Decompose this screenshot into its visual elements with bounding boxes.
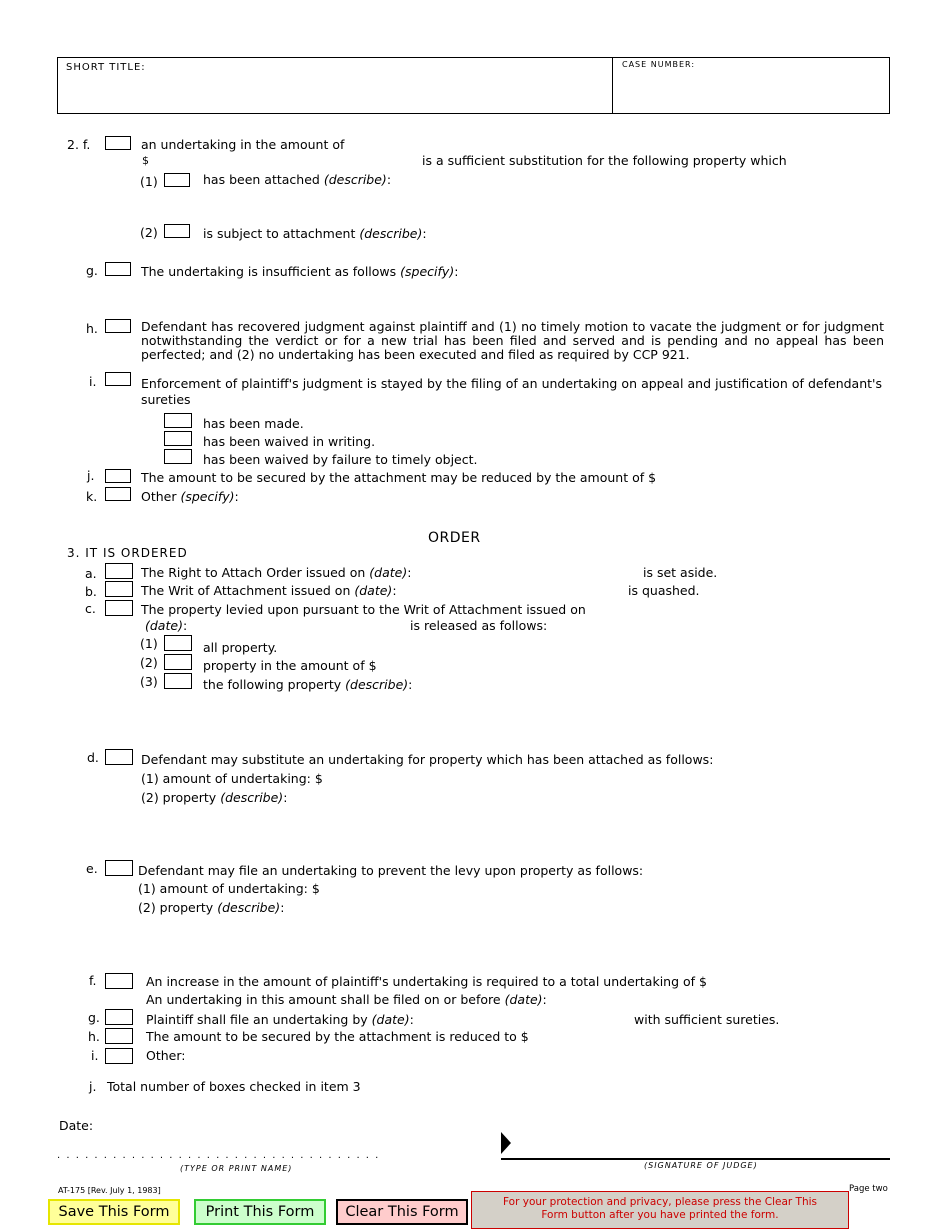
short-title-input[interactable] [62, 80, 611, 110]
signature-arrow-icon [501, 1132, 513, 1154]
item-2k-hint: (specify) [180, 489, 235, 504]
item-3d-letter: d. [87, 750, 99, 765]
signature-line [501, 1158, 890, 1160]
item-3b-checkbox[interactable] [105, 581, 133, 597]
item-2i-opt2-checkbox[interactable] [164, 431, 192, 446]
item-3b-end: is quashed. [628, 583, 700, 598]
item-3d1-text: (1) amount of undertaking: $ [141, 771, 323, 786]
item-2g-hint: (specify) [400, 264, 455, 279]
item-2f1-label: has been attached [203, 172, 320, 187]
item-2f1-number: (1) [140, 174, 158, 189]
date-label: Date: [59, 1118, 94, 1133]
item-2i-opt3-text: has been waived by failure to timely object. [203, 452, 478, 467]
item-3e-letter: e. [86, 861, 98, 876]
item-3c2-checkbox[interactable] [164, 654, 192, 670]
item-3f-letter: f. [89, 973, 97, 988]
item-3b-hint: (date) [354, 583, 393, 598]
item-2f2-number: (2) [140, 225, 158, 240]
item-3g-label: Plaintiff shall file an undertaking by [146, 1012, 368, 1027]
item-3a-hint: (date) [369, 565, 408, 580]
type-name-label: (TYPE OR PRINT NAME) [180, 1164, 293, 1173]
item-2f-substitution: is a sufficient substitution for the following property which [422, 153, 787, 168]
judge-signature-label: (SIGNATURE OF JUDGE) [644, 1161, 758, 1170]
item-3d2-label: (2) property [141, 790, 217, 805]
item-3c-text: The property levied upon pursuant to the Writ of Attachment issued on [141, 602, 586, 617]
item-3i-checkbox[interactable] [105, 1048, 133, 1064]
item-3j-text: Total number of boxes checked in item 3 [107, 1079, 361, 1094]
item-2g-label: The undertaking is insufficient as follows [141, 264, 397, 279]
item-3g-end: with sufficient sureties. [634, 1012, 780, 1027]
item-2i-letter: i. [89, 374, 97, 389]
item-2f-number: 2. f. [67, 137, 91, 152]
header-divider [612, 58, 613, 113]
item-3e-text: Defendant may file an undertaking to prevent the levy upon property as follows: [138, 863, 644, 878]
item-3h-checkbox[interactable] [105, 1028, 133, 1044]
item-3d2-text: (2) property (describe): [141, 790, 288, 805]
privacy-notice: For your protection and privacy, please press the Clear This Form button after you have printed the form. [471, 1191, 849, 1229]
item-3c-end: is released as follows: [410, 618, 548, 633]
item-2i-opt1-text: has been made. [203, 416, 304, 431]
item-3a-checkbox[interactable] [105, 563, 133, 579]
item-3c-checkbox[interactable] [105, 600, 133, 616]
item-2h-text: Defendant has recovered judgment against plaintiff and (1) no timely motion to vacate the judgment or for judgment notwithstanding the verdict or for a new trial has been filed and served and is pending and no appeal has been perfected; and (2) no undertaking has been executed and filed as required by CCP 921. [141, 319, 884, 362]
item-2k-text: Other (specify): [141, 489, 239, 504]
item-3c3-label: the following property [203, 677, 342, 692]
item-3b-label: The Writ of Attachment issued on [141, 583, 351, 598]
item-3f-line2: An undertaking in this amount shall be filed on or before (date): [146, 992, 547, 1007]
item-2g-text: The undertaking is insufficient as follows (specify): [141, 264, 459, 279]
item-3b-text: The Writ of Attachment issued on (date): [141, 583, 397, 598]
item-3c3-checkbox[interactable] [164, 673, 192, 689]
item-3c3-text: the following property (describe): [203, 677, 413, 692]
item-3c3-number: (3) [140, 674, 158, 689]
item-2f2-hint: (describe) [359, 226, 423, 241]
item-3c1-checkbox[interactable] [164, 635, 192, 651]
item-3d2-hint: (describe) [220, 790, 284, 805]
item-2g-checkbox[interactable] [105, 262, 131, 276]
item-2i-opt3-checkbox[interactable] [164, 449, 192, 464]
item-3e1-text: (1) amount of undertaking: $ [138, 881, 320, 896]
short-title-label: SHORT TITLE: [66, 62, 146, 73]
item-2f-dollar: $ [142, 154, 149, 167]
case-number-label: CASE NUMBER: [622, 60, 696, 69]
item-3h-text: The amount to be secured by the attachment is reduced to $ [146, 1029, 529, 1044]
item-3d-checkbox[interactable] [105, 749, 133, 765]
item-3c2-number: (2) [140, 655, 158, 670]
item-3e2-hint: (describe) [217, 900, 281, 915]
item-3c2-text: property in the amount of $ [203, 658, 377, 673]
item-3f-text: An increase in the amount of plaintiff's undertaking is required to a total undertaking of $ [146, 974, 707, 989]
item-2k-checkbox[interactable] [105, 487, 131, 501]
item-2i-opt2-text: has been waived in writing. [203, 434, 376, 449]
item-3i-letter: i. [91, 1048, 99, 1063]
item-2f-text: an undertaking in the amount of [141, 137, 345, 152]
item-2j-text: The amount to be secured by the attachment may be reduced by the amount of $ [141, 470, 657, 485]
save-button[interactable]: Save This Form [48, 1199, 180, 1225]
item-3e-checkbox[interactable] [105, 860, 133, 876]
item-2f1-hint: (describe) [323, 172, 387, 187]
item-3j-letter: j. [89, 1079, 97, 1094]
item-2g-letter: g. [86, 263, 98, 278]
case-number-input[interactable] [616, 76, 888, 110]
item-3g-text: Plaintiff shall file an undertaking by (date): [146, 1012, 414, 1027]
item-3f-checkbox[interactable] [105, 973, 133, 989]
order-intro: 3. IT IS ORDERED [67, 546, 188, 560]
item-2f2-checkbox[interactable] [164, 224, 190, 238]
item-3g-hint: (date) [371, 1012, 410, 1027]
print-button[interactable]: Print This Form [194, 1199, 326, 1225]
item-3a-text: The Right to Attach Order issued on (date): [141, 565, 412, 580]
item-2f1-text: has been attached (describe): [203, 172, 392, 187]
item-2f2-label: is subject to attachment [203, 226, 356, 241]
item-3c3-hint: (describe) [345, 677, 409, 692]
item-2i-checkbox[interactable] [105, 372, 131, 386]
item-3f-line2-hint: (date) [504, 992, 543, 1007]
item-2k-label: Other [141, 489, 177, 504]
page-number: Page two [849, 1184, 888, 1194]
item-3g-checkbox[interactable] [105, 1009, 133, 1025]
order-heading: ORDER [428, 530, 481, 546]
item-3h-letter: h. [88, 1029, 100, 1044]
item-3d-text: Defendant may substitute an undertaking for property which has been attached as follows: [141, 752, 714, 767]
item-3g-letter: g. [88, 1010, 100, 1025]
item-3f-line2-label: An undertaking in this amount shall be filed on or before [146, 992, 501, 1007]
item-2j-checkbox[interactable] [105, 469, 131, 483]
item-2f2-text: is subject to attachment (describe): [203, 226, 427, 241]
item-3e2-label: (2) property [138, 900, 214, 915]
item-3c-hint: (date) [145, 618, 183, 633]
item-2k-letter: k. [86, 489, 98, 504]
item-2h-checkbox[interactable] [105, 319, 131, 333]
item-3e2-text: (2) property (describe): [138, 900, 285, 915]
name-dotted-line: . . . . . . . . . . . . . . . . . . . . . . . . . . . . . . . . . . . [57, 1150, 380, 1161]
form-id: AT-175 [Rev. July 1, 1983] [58, 1186, 161, 1195]
item-3a-letter: a. [85, 566, 97, 581]
item-2j-letter: j. [87, 468, 95, 483]
item-2i-text: Enforcement of plaintiff's judgment is stayed by the filing of an undertaking on appeal and justification of defendant's sureties [141, 376, 882, 407]
item-3a-end: is set aside. [643, 565, 718, 580]
item-3i-text: Other: [146, 1048, 186, 1063]
item-2i-opt1-checkbox[interactable] [164, 413, 192, 428]
item-2f1-checkbox[interactable] [164, 173, 190, 187]
item-2h-letter: h. [86, 321, 98, 336]
item-3c1-text: all property. [203, 640, 278, 655]
item-3c-date: (date): [145, 618, 188, 633]
item-2f-checkbox[interactable] [105, 136, 131, 150]
clear-button[interactable]: Clear This Form [336, 1199, 468, 1225]
item-3c1-number: (1) [140, 636, 158, 651]
item-3a-label: The Right to Attach Order issued on [141, 565, 366, 580]
item-3c-letter: c. [85, 601, 96, 616]
item-3b-letter: b. [85, 584, 97, 599]
